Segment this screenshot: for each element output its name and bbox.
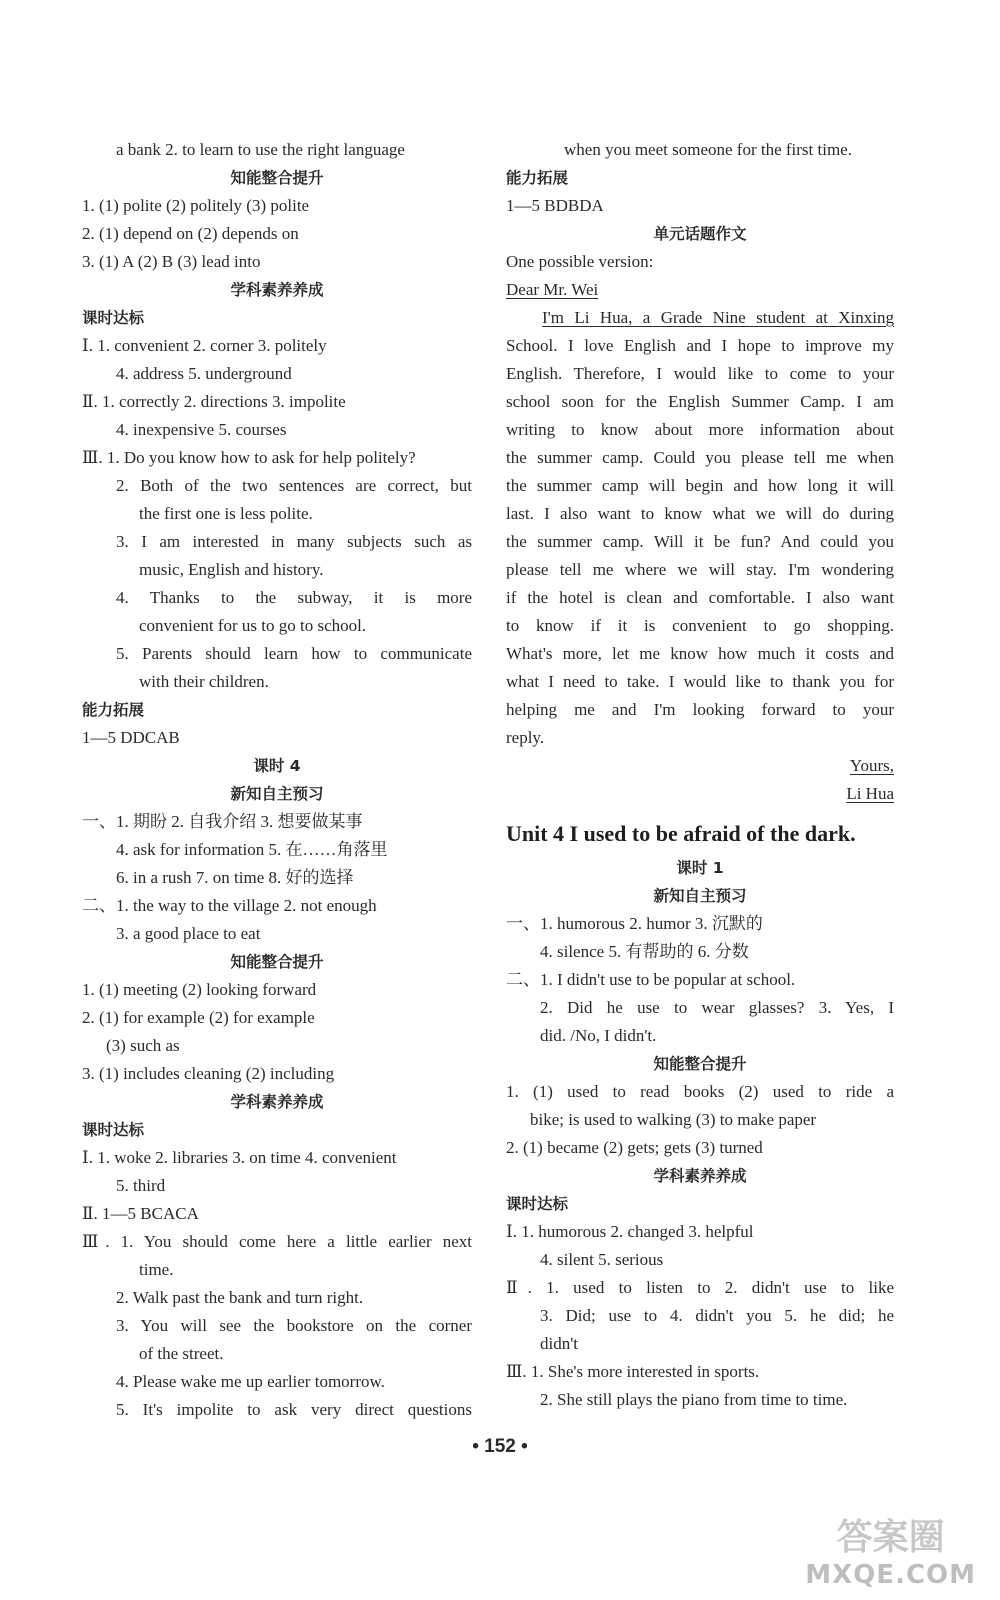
answer-line: 1. (1) polite (2) politely (3) polite <box>82 196 310 215</box>
section-heading: 课时 4 <box>253 757 301 775</box>
answer-line: 1. (1) used to read books (2) used to ride a <box>506 1082 894 1101</box>
answer-line: 3. I am interested in many subjects such as <box>116 532 472 551</box>
answer-line: last. I also want to know what we will do during <box>506 504 894 523</box>
section-heading: 课时 1 <box>676 859 724 877</box>
answer-line: bike; is used to walking (3) to make paper <box>530 1110 817 1129</box>
answer-line <box>506 780 894 808</box>
answer-line: 5. It's impolite to ask very direct questions <box>116 1400 472 1419</box>
left-column <box>82 136 472 1424</box>
answer-line: if the hotel is clean and comfortable. I also want <box>506 588 894 607</box>
subsection-heading: 能力拓展 <box>506 169 569 187</box>
answer-line: 2. She still plays the piano from time to time. <box>540 1390 848 1409</box>
answer-line: 二、1. the way to the village 2. not enough <box>82 896 377 915</box>
answer-line: did. /No, I didn't. <box>540 1026 657 1045</box>
answer-line: time. <box>139 1260 174 1279</box>
answer-line: music, English and history. <box>139 560 324 579</box>
section-heading: 学科素养养成 <box>653 1167 747 1185</box>
answer-line: the summer camp. Will it be fun? And could you <box>506 532 894 551</box>
answer-line: Ⅲ. 1. She's more interested in sports. <box>506 1362 760 1381</box>
page-number: • 152 • <box>472 1436 528 1457</box>
answer-line: Ⅰ. 1. convenient 2. corner 3. politely <box>82 336 327 355</box>
answer-line: convenient for us to go to school. <box>139 616 367 635</box>
answer-line: Ⅱ. 1—5 BCACA <box>82 1204 199 1223</box>
section-heading: 知能整合提升 <box>230 169 324 187</box>
answer-line: Ⅰ. 1. woke 2. libraries 3. on time 4. convenient <box>82 1148 397 1167</box>
answer-line: a bank 2. to learn to use the right language <box>116 140 405 159</box>
underlined-text: I'm Li Hua, a Grade Nine student at Xinxing <box>542 308 894 327</box>
answer-line: 3. (1) A (2) B (3) lead into <box>82 252 261 271</box>
answer-line: Ⅱ. 1. used to listen to 2. didn't use to like <box>506 1278 894 1297</box>
answer-line: 3. Did; use to 4. didn't you 5. he did; he <box>540 1306 894 1325</box>
answer-line: Ⅲ. 1. Do you know how to ask for help politely? <box>82 448 416 467</box>
answer-line: with their children. <box>139 672 269 691</box>
answer-line: 5. Parents should learn how to communicate <box>116 644 472 663</box>
answer-line: school soon for the English Summer Camp. I am <box>506 392 894 411</box>
answer-line: to know if it is convenient to go shopping. <box>506 616 894 635</box>
answer-line: What's more, let me know how much it costs and <box>506 644 894 663</box>
answer-line <box>506 304 894 332</box>
answer-line: 4. silence 5. 有帮助的 6. 分数 <box>540 942 749 961</box>
answer-line: 2. Walk past the bank and turn right. <box>116 1288 364 1307</box>
answer-line: 1. (1) meeting (2) looking forward <box>82 980 317 999</box>
section-heading: 知能整合提升 <box>230 953 324 971</box>
answer-line: didn't <box>540 1334 579 1353</box>
answer-line: English. Therefore, I would like to come to your <box>506 364 894 383</box>
answer-line: One possible version: <box>506 252 654 271</box>
answer-line: 4. inexpensive 5. courses <box>116 420 287 439</box>
subsection-heading: 课时达标 <box>82 309 145 327</box>
answer-line: 3. a good place to eat <box>116 924 261 943</box>
answer-line <box>506 276 894 304</box>
watermark-text: MXQE.COM <box>805 1560 976 1590</box>
answer-line: 二、1. I didn't use to be popular at school. <box>506 970 796 989</box>
answer-line: the summer camp. Could you please tell me when <box>506 448 894 467</box>
answer-line: Ⅰ. 1. humorous 2. changed 3. helpful <box>506 1222 754 1241</box>
answer-line: helping me and I'm looking forward to your <box>506 700 894 719</box>
answer-line: the summer camp will begin and how long it will <box>506 476 894 495</box>
answer-line: 6. in a rush 7. on time 8. 好的选择 <box>116 868 354 887</box>
watermark-logo: 答案圈 <box>836 1517 945 1558</box>
answer-line: 2. Did he use to wear glasses? 3. Yes, I <box>540 998 894 1017</box>
answer-line: reply. <box>506 728 545 747</box>
section-heading: 单元话题作文 <box>653 225 747 243</box>
answer-line: 2. (1) depend on (2) depends on <box>82 224 299 243</box>
underlined-text: Dear Mr. Wei <box>506 280 599 299</box>
answer-line: 2. (1) for example (2) for example <box>82 1008 315 1027</box>
answer-line: 2. Both of the two sentences are correct, but <box>116 476 472 495</box>
section-heading: 学科素养养成 <box>230 1093 324 1111</box>
answer-line: 1—5 BDBDA <box>506 196 604 215</box>
answer-line: (3) such as <box>106 1036 180 1055</box>
section-heading: 新知自主预习 <box>653 887 747 905</box>
answer-line: 一、1. 期盼 2. 自我介绍 3. 想要做某事 <box>82 812 363 831</box>
answer-line: when you meet someone for the first time. <box>564 140 852 159</box>
answer-line: 4. silent 5. serious <box>540 1250 664 1269</box>
answer-line: 3. You will see the bookstore on the corner <box>116 1316 472 1335</box>
answer-line: of the street. <box>139 1344 224 1363</box>
answer-line: what I need to take. I would like to thank you for <box>506 672 894 691</box>
answer-line: please tell me where we will stay. I'm wondering <box>506 560 894 579</box>
answer-line: the first one is less polite. <box>139 504 313 523</box>
underlined-text: Li Hua <box>846 784 894 803</box>
answer-line: 2. (1) became (2) gets; gets (3) turned <box>506 1138 763 1157</box>
answer-line <box>506 752 894 780</box>
subsection-heading: 课时达标 <box>82 1121 145 1139</box>
answer-line: 4. Thanks to the subway, it is more <box>116 588 472 607</box>
right-column <box>506 136 894 1414</box>
answer-line: 一、1. humorous 2. humor 3. 沉默的 <box>506 914 763 933</box>
subsection-heading: 能力拓展 <box>82 701 145 719</box>
answer-line: Ⅲ. 1. You should come here a little earlier next <box>82 1232 472 1251</box>
subsection-heading: 课时达标 <box>506 1195 569 1213</box>
answer-line: 5. third <box>116 1176 166 1195</box>
section-heading: 知能整合提升 <box>653 1055 747 1073</box>
answer-line: 1—5 DDCAB <box>82 728 180 747</box>
answer-line: 4. ask for information 5. 在……角落里 <box>116 840 388 859</box>
watermark <box>805 1509 976 1590</box>
section-heading: 学科素养养成 <box>230 281 324 299</box>
answer-line: 4. address 5. underground <box>116 364 292 383</box>
answer-line: Ⅱ. 1. correctly 2. directions 3. impolite <box>82 392 346 411</box>
answer-line: writing to know about more information about <box>506 420 894 439</box>
answer-line: 4. Please wake me up earlier tomorrow. <box>116 1372 385 1391</box>
answer-line: 3. (1) includes cleaning (2) including <box>82 1064 335 1083</box>
section-heading: 新知自主预习 <box>230 785 324 803</box>
unit-title: Unit 4 I used to be afraid of the dark. <box>506 821 856 846</box>
answer-line: School. I love English and I hope to improve my <box>506 336 894 355</box>
underlined-text: Yours, <box>849 756 894 775</box>
